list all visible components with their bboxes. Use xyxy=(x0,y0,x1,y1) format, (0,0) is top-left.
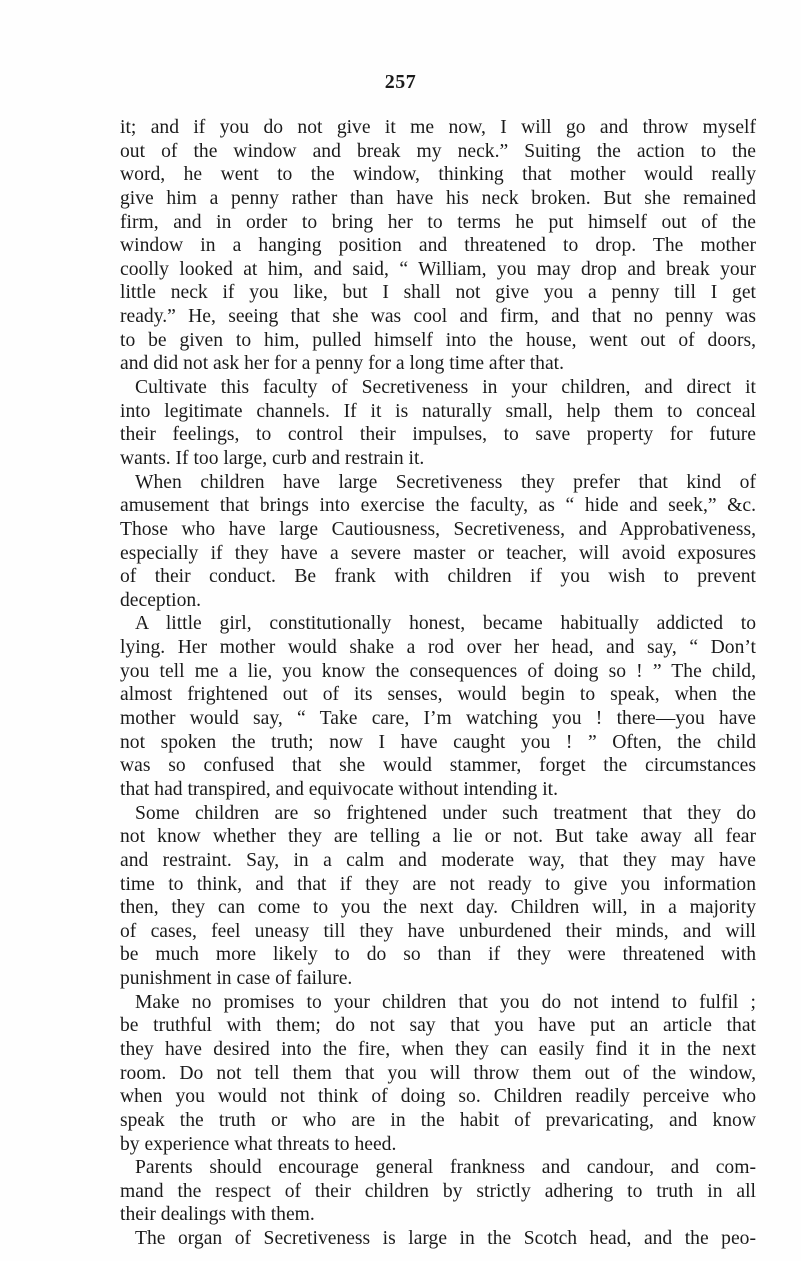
text-line: When children have large Secretiveness they prefer that kind of xyxy=(135,471,756,493)
text-line: coolly looked at him, and said, “ William, you may drop and break your xyxy=(120,258,756,280)
text-line: their feelings, to control their impulses, to save property for future xyxy=(120,424,756,446)
text-line: their dealings with them. xyxy=(120,1204,315,1226)
text-line: of their conduct. Be frank with children if you wish to prevent xyxy=(120,566,756,588)
text-line: amusement that brings into exercise the faculty, as “ hide and seek,” &c. xyxy=(120,495,756,517)
text-line: room. Do not tell them that you will throw them out of the window, xyxy=(120,1062,756,1084)
text-line: word, he went to the window, thinking that mother would really xyxy=(120,164,756,186)
text-line: that had transpired, and equivocate without intending it. xyxy=(120,778,559,800)
text-line: time to think, and that if they are not ready to give you information xyxy=(120,873,756,895)
text-line: speak the truth or who are in the habit of prevaricating, and know xyxy=(120,1109,756,1131)
text-line: wants. If too large, curb and restrain it. xyxy=(120,447,425,469)
text-line: The organ of Secretiveness is large in the Scotch head, and the peo- xyxy=(135,1228,756,1250)
body-text xyxy=(120,116,756,1251)
text-line: then, they can come to you the next day. Children will, in a majority xyxy=(120,897,756,919)
text-line: lying. Her mother would shake a rod over her head, and say, “ Don’t xyxy=(120,637,756,659)
text-line: when you would not think of doing so. Children readily perceive who xyxy=(120,1086,756,1108)
text-line: was so confused that she would stammer, forget the circumstances xyxy=(120,755,756,777)
text-line: they have desired into the fire, when they can easily find it in the next xyxy=(120,1038,756,1060)
text-line: firm, and in order to bring her to terms he put himself out of the xyxy=(120,211,756,233)
text-line: window in a hanging position and threatened to drop. The mother xyxy=(120,235,756,257)
text-line: Some children are so frightened under such treatment that they do xyxy=(135,802,756,824)
text-line: and did not ask her for a penny for a long time after that. xyxy=(120,353,564,375)
text-line: punishment in case of failure. xyxy=(120,968,353,990)
text-line: Cultivate this faculty of Secretiveness in your children, and direct it xyxy=(135,377,756,399)
text-line: you tell me a lie, you know the consequences of doing so ! ” The child, xyxy=(120,660,756,682)
text-line: be much more likely to do so than if they were threatened with xyxy=(120,944,756,966)
text-line: almost frightened out of its senses, would begin to speak, when the xyxy=(120,684,756,706)
text-line: mand the respect of their children by strictly adhering to truth in all xyxy=(120,1180,756,1202)
text-line: into legitimate channels. If it is naturally small, help them to conceal xyxy=(120,400,756,422)
text-line: mother would say, “ Take care, I’m watching you ! there—you have xyxy=(120,708,756,730)
text-line: not know whether they are telling a lie or not. But take away all fear xyxy=(120,826,756,848)
text-line: of cases, feel uneasy till they have unburdened their minds, and will xyxy=(120,920,756,942)
text-line: to be given to him, pulled himself into the house, went out of doors, xyxy=(120,329,756,351)
text-line: especially if they have a severe master or teacher, will avoid exposures xyxy=(120,542,756,564)
text-line: Parents should encourage general frankness and candour, and com- xyxy=(135,1157,756,1179)
text-line: Those who have large Cautiousness, Secretiveness, and Approbativeness, xyxy=(120,518,756,540)
text-line: A little girl, constitutionally honest, became habitually addicted to xyxy=(135,613,756,635)
text-line: it; and if you do not give it me now, I will go and throw myself xyxy=(120,117,756,138)
text-line: by experience what threats to heed. xyxy=(120,1133,397,1155)
text-line: little neck if you like, but I shall not give you a penny till I get xyxy=(120,282,756,304)
text-line: and restraint. Say, in a calm and moderate way, that they may have xyxy=(120,849,756,871)
text-line: be truthful with them; do not say that you have put an article that xyxy=(120,1015,756,1037)
text-line: out of the window and break my neck.” Suiting the action to the xyxy=(120,140,756,162)
text-line: not spoken the truth; now I have caught you ! ” Often, the child xyxy=(120,731,756,753)
text-line: Make no promises to your children that you do not intend to fulfil ; xyxy=(135,991,756,1013)
text-line: deception. xyxy=(120,589,202,611)
page-number: 257 xyxy=(384,71,417,93)
text-line: give him a penny rather than have his neck broken. But she remained xyxy=(120,187,756,209)
text-line: ready.” He, seeing that she was cool and firm, and that no penny was xyxy=(120,306,756,328)
